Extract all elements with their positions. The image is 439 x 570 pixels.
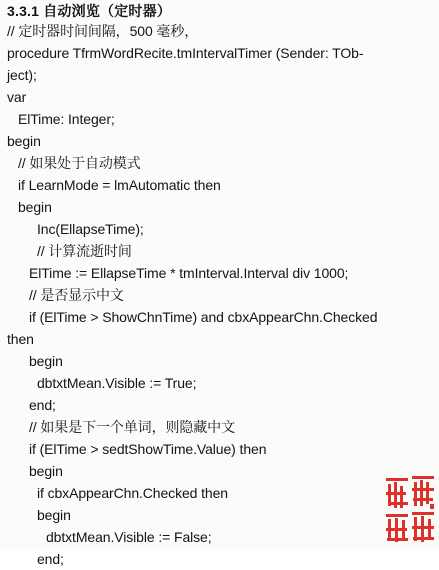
code-line: if LearnMode = lmAutomatic then bbox=[18, 177, 221, 193]
code-line: procedure TfrmWordRecite.tmIntervalTimer (Sender: TOb- bbox=[7, 45, 364, 61]
code-line: dbtxtMean.Visible := True; bbox=[37, 375, 197, 391]
code-comment: // 计算流逝时间 bbox=[37, 243, 132, 259]
code-line: var bbox=[7, 89, 27, 105]
code-line: begin bbox=[29, 353, 63, 369]
code-comment: // 如果是下一个单词，则隐藏中文 bbox=[29, 419, 235, 435]
code-line: begin bbox=[37, 507, 71, 523]
code-line: end; bbox=[29, 397, 56, 413]
code-line: begin bbox=[29, 463, 63, 479]
section-heading: 3.3.1 自动浏览（定时器） bbox=[7, 3, 172, 19]
code-comment: // 是否显示中文 bbox=[29, 287, 124, 303]
code-line: ject); bbox=[7, 67, 37, 83]
code-line: begin bbox=[7, 133, 41, 149]
code-comment: // 如果处于自动模式 bbox=[18, 155, 141, 171]
seal-stamp-icon bbox=[384, 474, 436, 544]
code-line: end; bbox=[37, 551, 64, 567]
code-line: Inc(EllapseTime); bbox=[37, 221, 144, 237]
code-line: if (ElTime > ShowChnTime) and cbxAppearChn.Checked bbox=[29, 309, 378, 325]
code-line: then bbox=[7, 331, 34, 347]
code-line: if (ElTime > sedtShowTime.Value) then bbox=[29, 441, 267, 457]
code-line: ElTime: Integer; bbox=[18, 111, 115, 127]
code-line: ElTime := EllapseTime * tmInterval.Interval div 1000; bbox=[29, 265, 349, 281]
code-comment: // 定时器时间间隔，500 毫秒， bbox=[7, 23, 199, 39]
code-line: dbtxtMean.Visible := False; bbox=[46, 529, 212, 545]
code-line: begin bbox=[18, 199, 52, 215]
code-line: if cbxAppearChn.Checked then bbox=[37, 485, 228, 501]
